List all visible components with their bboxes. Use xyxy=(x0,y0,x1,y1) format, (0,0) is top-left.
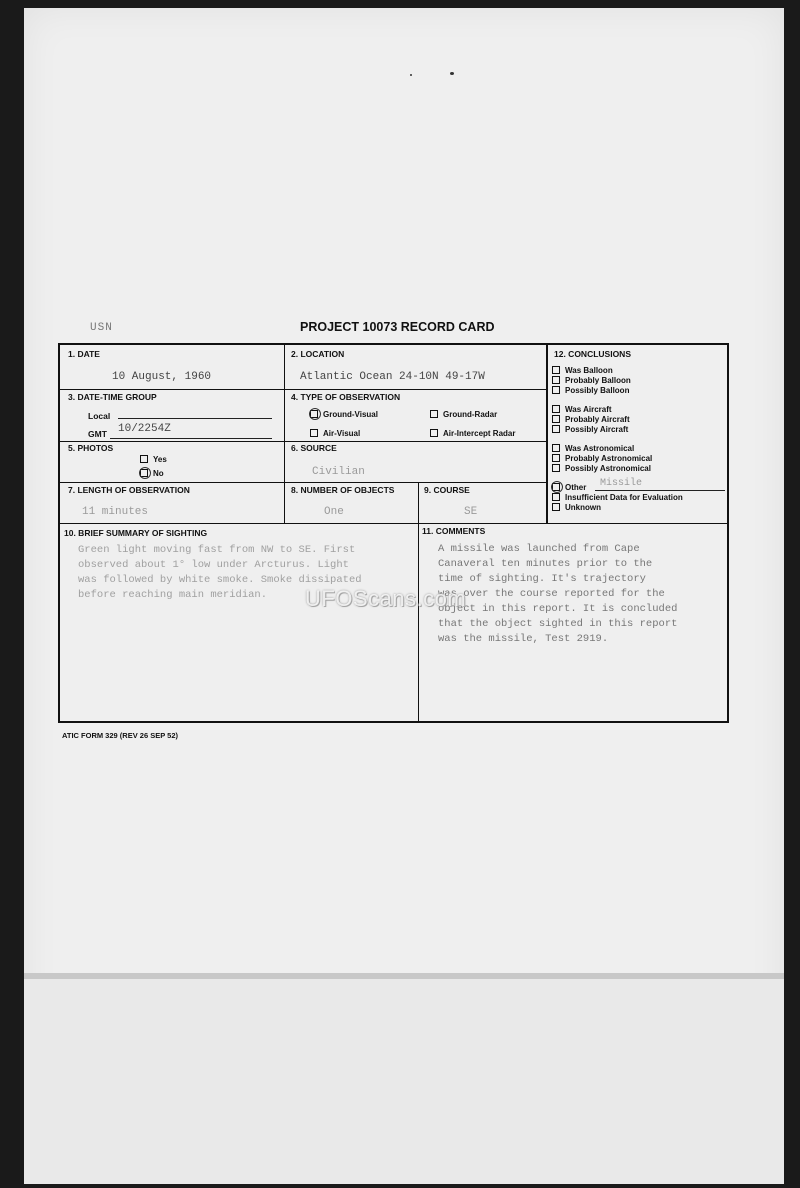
option-air-intercept-radar: Air-Intercept Radar xyxy=(430,429,515,438)
gmt-line xyxy=(110,438,272,439)
num-objects-label: 8. NUMBER OF OBJECTS xyxy=(291,485,395,495)
local-time-line xyxy=(118,418,272,419)
conclusions-unknown: Unknown xyxy=(552,503,601,512)
conclusions-balloon-group: Was Balloon Probably Balloon Possibly Balloon xyxy=(552,366,631,396)
summary-text: Green light moving fast from NW to SE. First observed about 1° low under Arcturus. Light was followed by white smoke. Smoke dissipated before reaching main meridian. xyxy=(78,544,362,601)
checkbox-icon xyxy=(552,366,560,374)
conclusions-aircraft-group: Was Aircraft Probably Aircraft Possibly Aircraft xyxy=(552,405,630,435)
divider xyxy=(60,389,546,390)
source-value: Civilian xyxy=(312,466,365,478)
option-ground-visual: Ground-Visual xyxy=(310,410,378,419)
checkbox-checked-icon xyxy=(552,483,560,491)
conclusions-other-value: Missile xyxy=(600,478,643,489)
divider xyxy=(60,523,729,524)
service-branch: USN xyxy=(90,322,113,334)
location-label: 2. LOCATION xyxy=(291,349,345,359)
photos-option-no: No xyxy=(140,469,164,478)
checkbox-icon xyxy=(552,425,560,433)
divider xyxy=(546,345,548,523)
record-card xyxy=(58,343,729,723)
local-time-label: Local xyxy=(88,411,111,421)
length-label: 7. LENGTH OF OBSERVATION xyxy=(68,485,190,495)
checkbox-icon xyxy=(140,455,148,463)
summary-label: 10. BRIEF SUMMARY OF SIGHTING xyxy=(64,528,208,538)
divider xyxy=(60,482,546,483)
gmt-label: GMT xyxy=(88,429,107,439)
comments-label: 11. COMMENTS xyxy=(422,526,486,536)
photos-option-yes: Yes xyxy=(140,455,167,464)
date-label: 1. DATE xyxy=(68,349,100,359)
other-line xyxy=(595,490,725,491)
course-label: 9. COURSE xyxy=(424,485,470,495)
checkbox-icon xyxy=(552,415,560,423)
location-value: Atlantic Ocean 24-10N 49-17W xyxy=(300,371,485,383)
option-air-visual: Air-Visual xyxy=(310,429,360,438)
checkbox-checked-icon xyxy=(140,469,148,477)
divider xyxy=(284,345,285,523)
conclusions-insufficient: Insufficient Data for Evaluation xyxy=(552,493,683,502)
checkbox-icon xyxy=(552,503,560,511)
card-title: PROJECT 10073 RECORD CARD xyxy=(300,320,495,334)
date-value: 10 August, 1960 xyxy=(112,371,212,383)
checkbox-icon xyxy=(430,429,438,437)
lower-sheet xyxy=(24,973,784,1184)
datetime-group-label: 3. DATE-TIME GROUP xyxy=(68,392,157,402)
form-footer: ATIC FORM 329 (REV 26 SEP 52) xyxy=(62,731,179,740)
checkbox-icon xyxy=(552,386,560,394)
photos-label: 5. PHOTOS xyxy=(68,443,114,453)
checkbox-icon xyxy=(552,444,560,452)
watermark: UFOScans.com xyxy=(305,586,467,611)
dust-speck xyxy=(450,72,454,75)
checkbox-checked-icon xyxy=(310,410,318,418)
dust-speck xyxy=(410,74,412,76)
checkbox-icon xyxy=(310,429,318,437)
course-value: SE xyxy=(464,506,478,518)
conclusions-astronomical-group: Was Astronomical Probably Astronomical Possibly Astronomical xyxy=(552,444,652,474)
checkbox-icon xyxy=(552,405,560,413)
length-value: 11 minutes xyxy=(82,506,149,518)
gmt-value: 10/2254Z xyxy=(118,423,171,435)
checkbox-icon xyxy=(430,410,438,418)
num-objects-value: One xyxy=(324,506,344,518)
checkbox-icon xyxy=(552,464,560,472)
source-label: 6. SOURCE xyxy=(291,443,337,453)
divider xyxy=(60,441,546,442)
option-ground-radar: Ground-Radar xyxy=(430,410,497,419)
observation-type-label: 4. TYPE OF OBSERVATION xyxy=(291,392,401,402)
checkbox-icon xyxy=(552,376,560,384)
comments-text: A missile was launched from Cape Canaveral ten minutes prior to the time of sighting. It's trajectory was over the course reported for the object in this report. It is concluded that the object sighted in this report was the missile, Test 2919. xyxy=(438,543,678,645)
checkbox-icon xyxy=(552,454,560,462)
checkbox-icon xyxy=(552,493,560,501)
conclusions-other: Other xyxy=(552,483,586,492)
conclusions-label: 12. CONCLUSIONS xyxy=(554,349,631,359)
